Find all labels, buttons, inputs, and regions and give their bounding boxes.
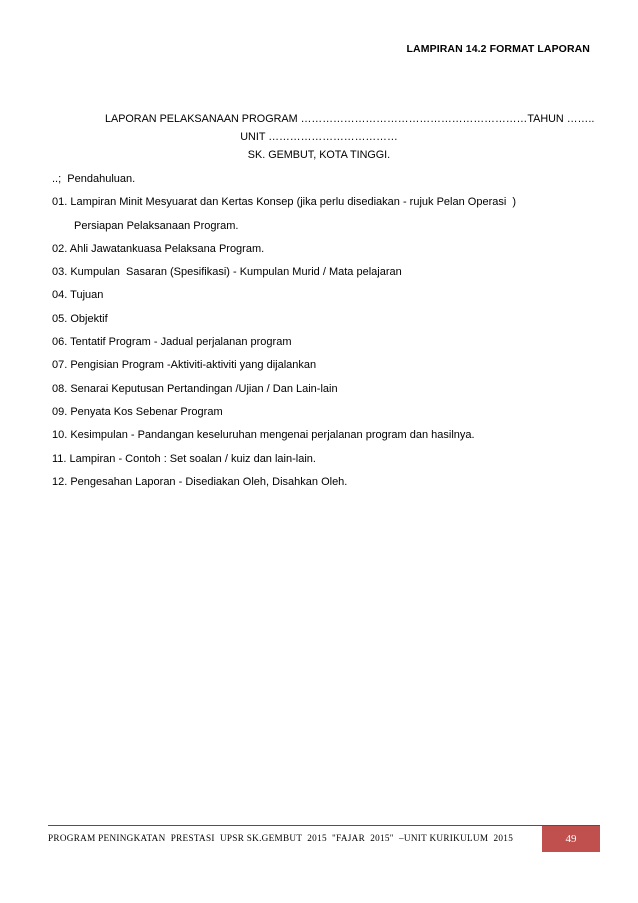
list-item-05: 05. Objektif bbox=[52, 312, 108, 325]
list-item-12: 12. Pengesahan Laporan - Disediakan Oleh, Disahkan Oleh. bbox=[52, 475, 348, 488]
page-footer bbox=[48, 825, 600, 852]
list-item-01: 01. Lampiran Minit Mesyuarat dan Kertas Konsep (jika perlu disediakan - rujuk Pelan Operasi ) bbox=[52, 196, 517, 209]
list-item-09: 09. Penyata Kos Sebenar Program bbox=[52, 405, 223, 418]
page-number: 49 bbox=[542, 826, 600, 852]
list-item-01-continuation: Persiapan Pelaksanaan Program. bbox=[74, 219, 239, 232]
report-school-line: SK. GEMBUT, KOTA TINGGI. bbox=[247, 149, 391, 161]
list-item-03: 03. Kumpulan Sasaran (Spesifikasi) - Kumpulan Murid / Mata pelajaran bbox=[52, 266, 402, 279]
report-title: LAPORAN PELAKSANAAN PROGRAM ………………………………………………………TAHUN …….. bbox=[105, 113, 595, 125]
footer-text: PROGRAM PENINGKATAN PRESTASI UPSR SK.GEMBUT 2015 "FAJAR 2015" –UNIT KURIKULUM 2015 bbox=[48, 833, 514, 843]
report-unit-line: UNIT ……………………………… bbox=[240, 131, 398, 143]
list-item-07: 07. Pengisian Program -Aktiviti-aktiviti yang dijalankan bbox=[52, 359, 317, 372]
page-header-label: LAMPIRAN 14.2 FORMAT LAPORAN bbox=[406, 43, 590, 55]
report-contents-list bbox=[52, 170, 592, 496]
list-item-10: 10. Kesimpulan - Pandangan keseluruhan mengenai perjalanan program dan hasilnya. bbox=[52, 429, 475, 442]
report-title-block bbox=[48, 110, 595, 164]
list-item-02: 02. Ahli Jawatankuasa Pelaksana Program. bbox=[52, 242, 265, 255]
list-item-08: 08. Senarai Keputusan Pertandingan /Ujian / Dan Lain-lain bbox=[52, 382, 338, 395]
list-item-04: 04. Tujuan bbox=[52, 289, 104, 302]
list-item-11: 11. Lampiran - Contoh : Set soalan / kuiz dan lain-lain. bbox=[52, 452, 316, 465]
list-item-intro: ..; Pendahuluan. bbox=[52, 173, 136, 185]
list-item-06: 06. Tentatif Program - Jadual perjalanan program bbox=[52, 336, 292, 349]
